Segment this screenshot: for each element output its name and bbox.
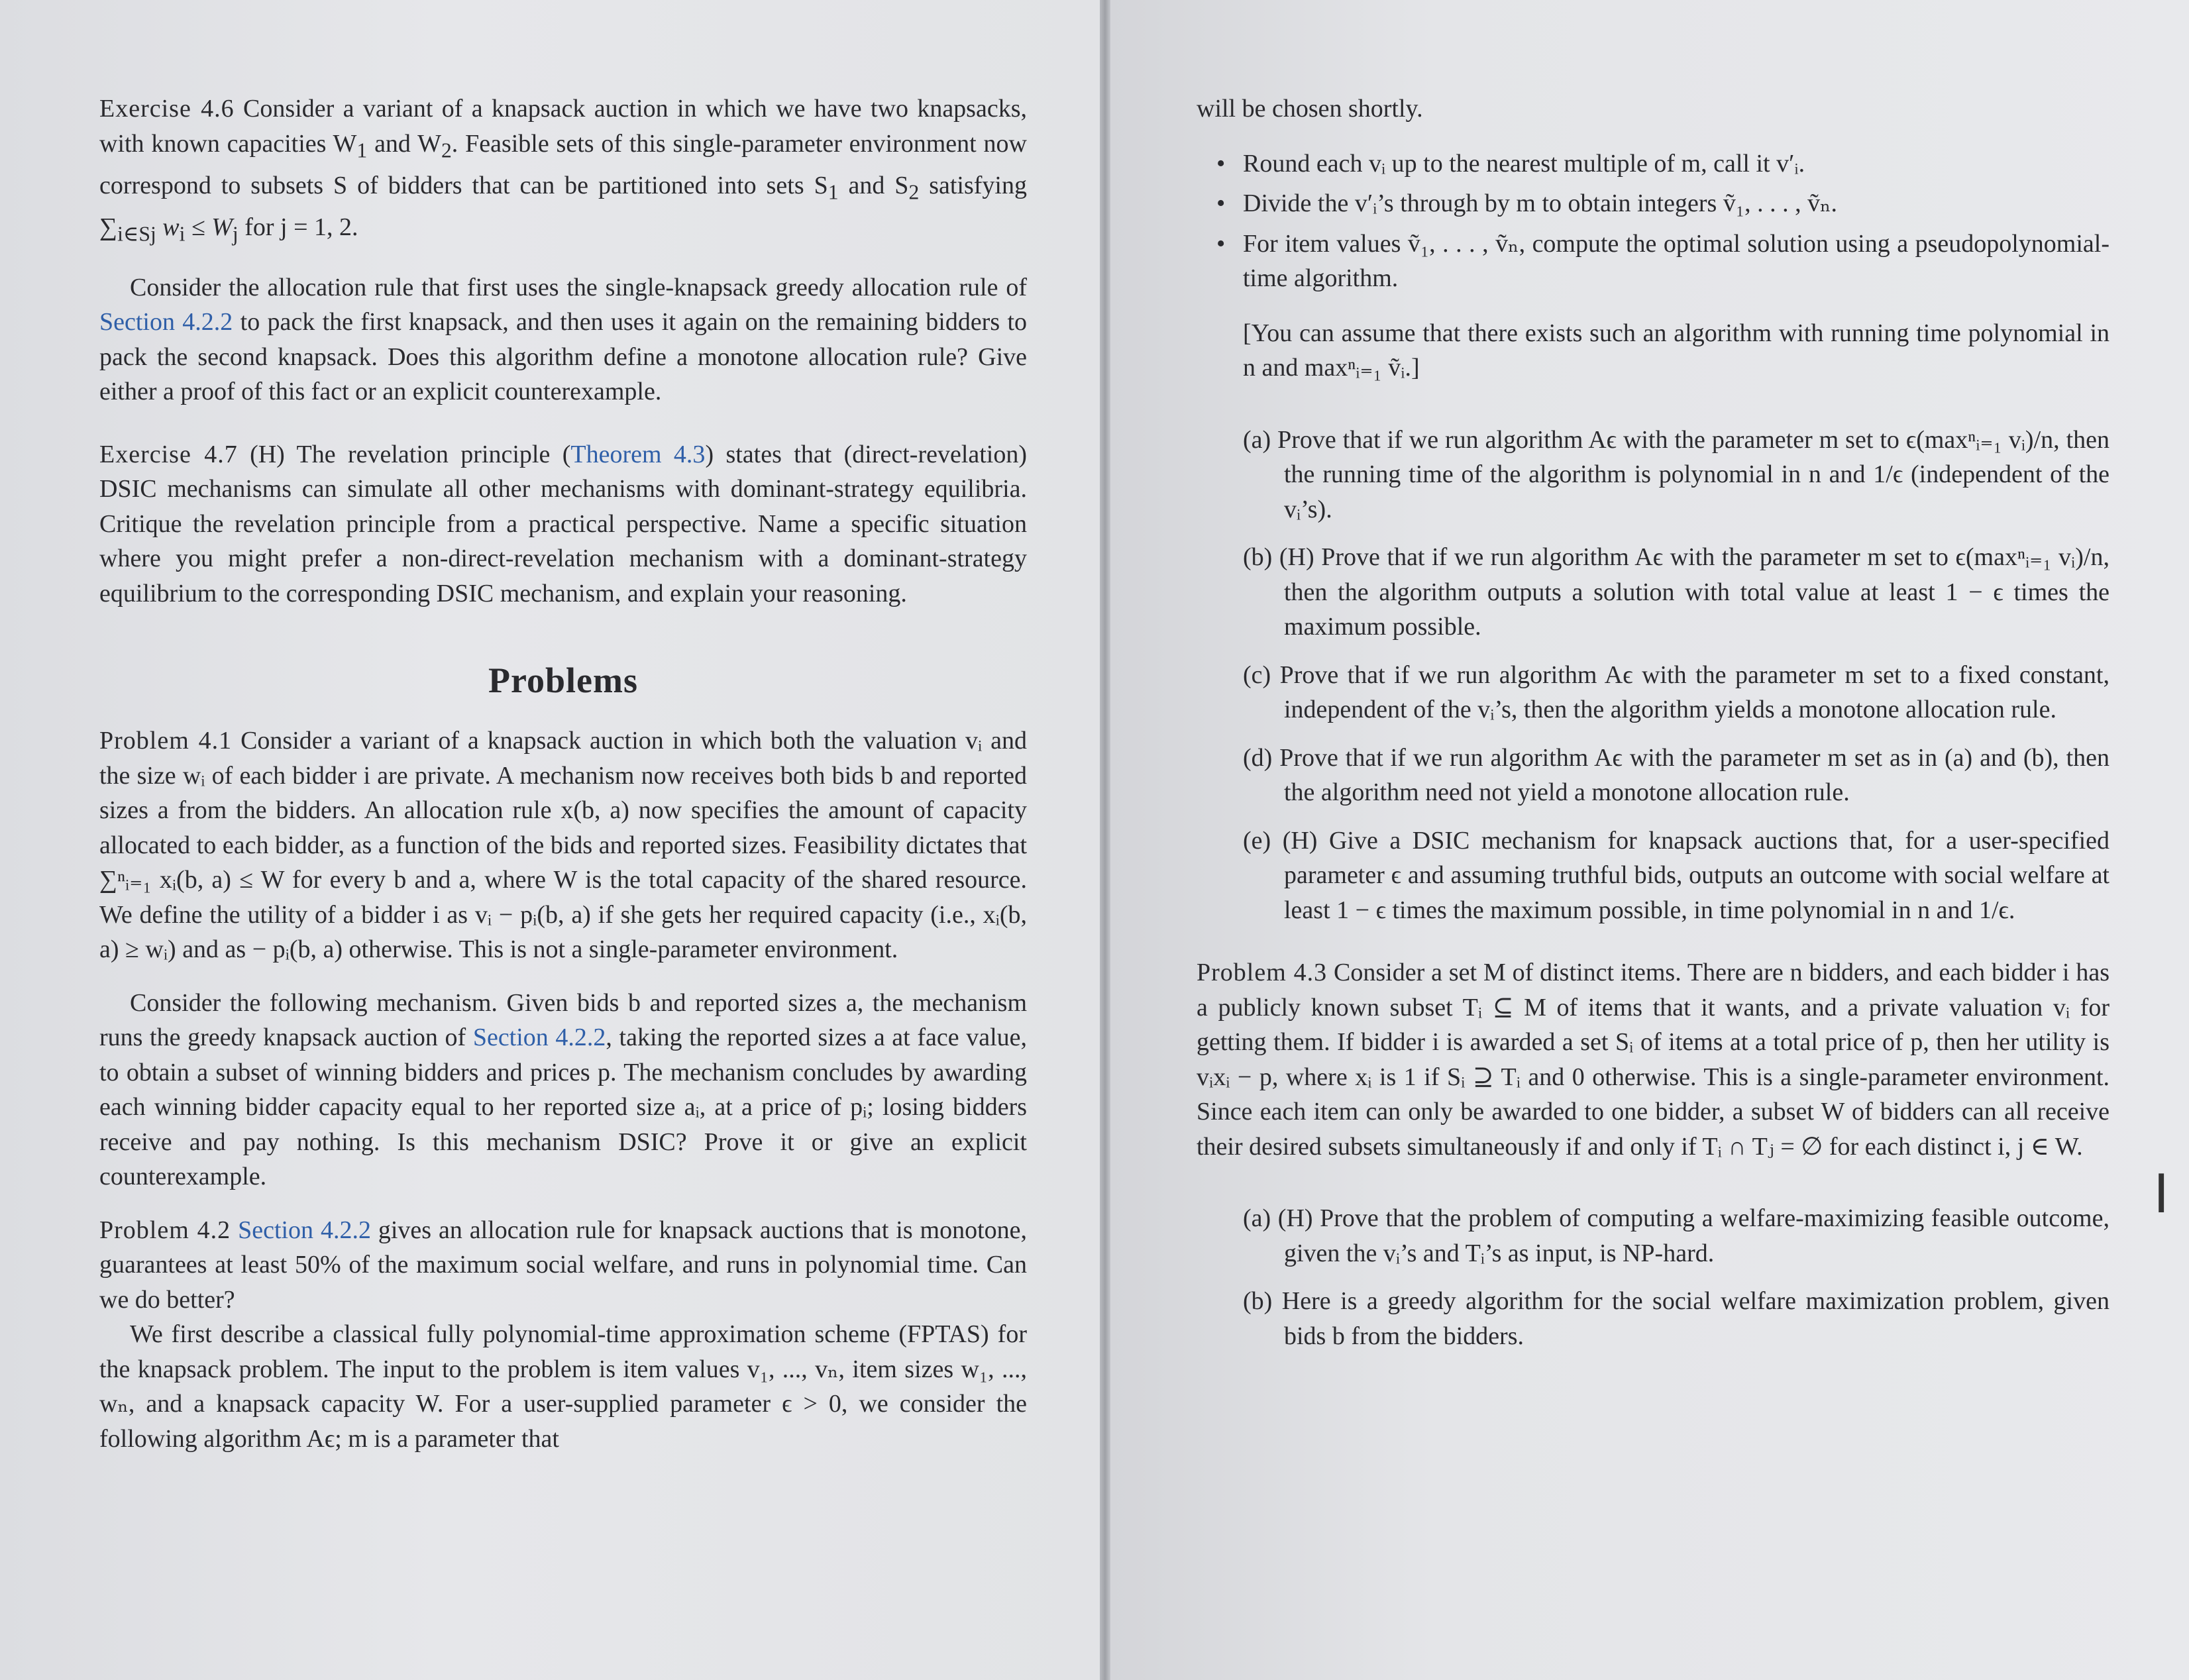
text-cursor-icon: I bbox=[2153, 1163, 2169, 1225]
exercise-label: Exercise 4.6 bbox=[99, 95, 235, 123]
list-item: • Divide the v′ᵢ’s through by m to obtain integers ṽ₁, . . . , ṽₙ. bbox=[1243, 186, 2109, 221]
exercise-label: Exercise 4.7 bbox=[99, 440, 238, 468]
problem-label: Problem 4.2 bbox=[99, 1216, 231, 1244]
exercise-4-6-paragraph-2: Consider the allocation rule that first uses the single-knapsack greedy allocation rule of Section 4.2.2 to pack the first knapsack, and then uses it again on the remaining bidders to pack the second knapsack. Does this algorithm define a monotone allocation rule? Give either a proof of this fact or an explicit counterexample. bbox=[99, 273, 1028, 406]
book-gutter bbox=[1100, 0, 1110, 1680]
algorithm-note: [You can assume that there exists such an algorithm with running time polynomial in n and maxⁿᵢ₌₁ ṽᵢ.] bbox=[1243, 319, 2109, 382]
section-link[interactable]: Section 4.2.2 bbox=[472, 1024, 606, 1052]
part-d: (d) Prove that if we run algorithm Aϵ with the parameter m set as in (a) and (b), then the algorithm need not yield a monotone allocation rule. bbox=[1243, 743, 2109, 806]
algorithm-steps bbox=[1197, 146, 2109, 296]
continued-text: will be chosen shortly. bbox=[1197, 95, 1423, 123]
part-e: (e) (H) Give a DSIC mechanism for knapsack auctions that, for a user-specified parameter ϵ and assuming truthful bids, outputs an outcome with social welfare at least 1 − ϵ times the maximum possible, in time polynomial in n and 1/ϵ. bbox=[1243, 826, 2109, 924]
section-link[interactable]: Section 4.2.2 bbox=[238, 1216, 371, 1244]
exercise-4-7: Exercise 4.7 (H) The revelation principle (Theorem 4.3) states that (direct-revelation) DSIC mechanisms can simulate all other mechanisms with dominant-strategy equilibria. Critique the revelation principle from a practical perspective. Name a specific situation where you might prefer a non-direct-revelation mechanism with a dominant-strategy equilibrium to the corresponding DSIC mechanism, and explain your reasoning. bbox=[99, 440, 1028, 607]
problem-label: Problem 4.3 bbox=[1197, 959, 1328, 986]
problem-4-2-parts bbox=[1197, 423, 2109, 928]
part-a: (a) (H) Prove that the problem of computing a welfare-maximizing feasible outcome, given the vᵢ’s and Tᵢ’s as input, is NP-hard. bbox=[1243, 1204, 2109, 1267]
problems-heading: Problems bbox=[488, 660, 638, 701]
problem-4-1-paragraph-2: Consider the following mechanism. Given bids b and reported sizes a, the mechanism runs the greedy knapsack auction of Section 4.2.2, taking the reported sizes a at face value, to obtain a subset of winning bidders and prices p. The mechanism concludes by awarding each winning bidder capacity equal to her reported size aᵢ, at a price of pᵢ; losing bidders receive and pay nothing. Is this mechanism DSIC? Prove it or give an explicit counterexample. bbox=[99, 988, 1027, 1191]
part-b: (b) Here is a greedy algorithm for the social welfare maximization problem, given bids b from the bidders. bbox=[1243, 1287, 2109, 1350]
problem-4-2: Problem 4.2 Section 4.2.2 gives an allocation rule for knapsack auctions that is monotone, guarantees at least 50% of the maximum social welfare, and runs in polynomial time. Can we do better? bbox=[99, 1216, 1028, 1314]
problem-4-1: Problem 4.1 Consider a variant of a knapsack auction in which both the valuation vᵢ and the size wᵢ of each bidder i are private. A mechanism now receives both bids b and reported sizes a from the bidders. An allocation rule x(b, a) now specifies the amount of capacity allocated to each bidder, as a function of the bids and reported sizes. Feasibility dictates that ∑ⁿᵢ₌₁ xᵢ(b, a) ≤ W for every b and a, where W is the total capacity of the shared resource. We define the utility of a bidder i as vᵢ − pᵢ(b, a) if she gets her required capacity (i.e., xᵢ(b, a) ≥ wᵢ) and as − pᵢ(b, a) otherwise. This is not a single-parameter environment. bbox=[99, 727, 1027, 964]
list-item: • For item values ṽ₁, . . . , ṽₙ, compute the optimal solution using a pseudopolynomial-time algorithm. bbox=[1243, 227, 2109, 296]
list-item: • Round each vᵢ up to the nearest multiple of m, call it v′ᵢ. bbox=[1243, 146, 2109, 182]
theorem-link[interactable]: Theorem 4.3 bbox=[570, 440, 706, 468]
exercise-4-6: Exercise 4.6 Consider a variant of a knapsack auction in which we have two knapsacks, with known capacities $W_1$ and $W_2$. Feasible sets of this single-parameter environment now correspond to subsets S of bidders that can be partitioned into sets $S_1$ and $S_2$ satisfying $\sum_{i\in Sj}$ $w_i \le W_j$ for j = 1, 2. bbox=[99, 95, 1027, 246]
problem-label: Problem 4.1 bbox=[99, 727, 233, 755]
part-c: (c) Prove that if we run algorithm Aϵ with the parameter m set to a fixed constant, independent of the vᵢ’s, then the algorithm yields a monotone allocation rule. bbox=[1243, 660, 2109, 723]
problem-4-3: Problem 4.3 Consider a set M of distinct items. There are n bidders, and each bidder i has a publicly known subset Tᵢ ⊆ M of items that it wants, and a private valuation vᵢ for getting them. If bidder i is awarded a set Sᵢ of items at a total price of p, then her utility is vᵢxᵢ − p, where xᵢ is 1 if Sᵢ ⊇ Tᵢ and 0 otherwise. This is a single-parameter environment. Since each item can only be awarded to one bidder, a subset W of bidders can all receive their desired subsets simultaneously if and only if Tᵢ ∩ Tⱼ = ∅ for each distinct i, j ∈ W. bbox=[1197, 959, 2109, 1161]
problem-4-2-paragraph-2: We first describe a classical fully polynomial-time approximation scheme (FPTAS) for the knapsack problem. The input to the problem is item values v₁, ..., vₙ, item sizes w₁, ..., wₙ, and a knapsack capacity W. For a user-supplied parameter ϵ > 0, we consider the following algorithm Aϵ; m is a parameter that bbox=[99, 1320, 1027, 1453]
part-b: (b) (H) Prove that if we run algorithm Aϵ with the parameter m set to ϵ(maxⁿᵢ₌₁ vᵢ)/n, then the algorithm outputs a solution with total value at least 1 − ϵ times the maximum possible. bbox=[1243, 543, 2109, 641]
part-a: (a) Prove that if we run algorithm Aϵ with the parameter m set to ϵ(maxⁿᵢ₌₁ vᵢ)/n, then the running time of the algorithm is polynomial in n and 1/ϵ (independent of the vᵢ’s). bbox=[1243, 425, 2109, 523]
right-page bbox=[1110, 0, 2189, 1680]
section-link[interactable]: Section 4.2.2 bbox=[99, 308, 233, 337]
problem-4-3-parts bbox=[1197, 1201, 2109, 1353]
